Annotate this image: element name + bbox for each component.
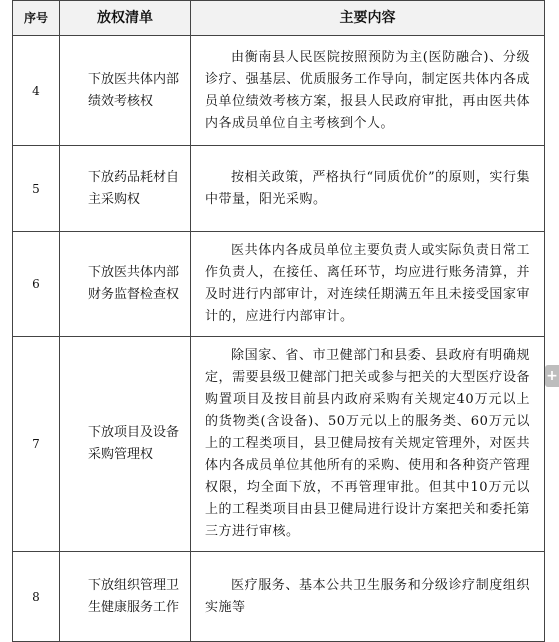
header-content: 主要内容 [191, 1, 545, 36]
table-row [13, 146, 545, 232]
row-number: 8 [13, 552, 60, 642]
row-number: 5 [13, 146, 60, 232]
header-number: 序号 [13, 1, 60, 36]
expand-plus-button[interactable]: + [545, 365, 559, 387]
row-item: 下放组织管理卫生健康服务工作 [60, 552, 191, 642]
delegation-table [12, 0, 545, 642]
table-row [13, 552, 545, 642]
table-row [13, 36, 545, 146]
header-row [13, 1, 545, 36]
row-content: 按相关政策，严格执行“同质优价”的原则，实行集中带量，阳光采购。 [191, 146, 545, 232]
header-list: 放权清单 [60, 1, 191, 36]
row-content: 医疗服务、基本公共卫生服务和分级诊疗制度组织实施等 [191, 552, 545, 642]
row-number: 4 [13, 36, 60, 146]
table-row [13, 232, 545, 337]
row-item: 下放项目及设备采购管理权 [60, 337, 191, 552]
row-content: 医共体内各成员单位主要负责人或实际负责日常工作负责人，在接任、离任环节，均应进行账务清算，并及时进行内部审计，对连续任期满五年且未接受国家审计的，应进行内部审计。 [191, 232, 545, 337]
row-item: 下放药品耗材自主采购权 [60, 146, 191, 232]
row-content: 由衡南县人民医院按照预防为主(医防融合)、分级诊疗、强基层、优质服务工作导向，制定医共体内各成员单位绩效考核方案，报县人民政府审批，再由医共体内各成员单位自主考核到个人。 [191, 36, 545, 146]
row-number: 6 [13, 232, 60, 337]
row-item: 下放医共体内部财务监督检查权 [60, 232, 191, 337]
table-row [13, 337, 545, 552]
row-item: 下放医共体内部绩效考核权 [60, 36, 191, 146]
row-number: 7 [13, 337, 60, 552]
row-content: 除国家、省、市卫健部门和县委、县政府有明确规定，需要县级卫健部门把关或参与把关的大型医疗设备购置项目及按目前县内政府采购有关规定40万元以上的货物类(含设备)、50万元以上的服务类、60万元以上的工程类项目，县卫健局按有关规定管理外，对医共体内各成员单位其他所有的采购、使用和各种资产管理权限，均全面下放，不再管理审批。但其中10万元以上的工程类项目由县卫健局进行设计方案把关和委托第三方进行审核。 [191, 337, 545, 552]
